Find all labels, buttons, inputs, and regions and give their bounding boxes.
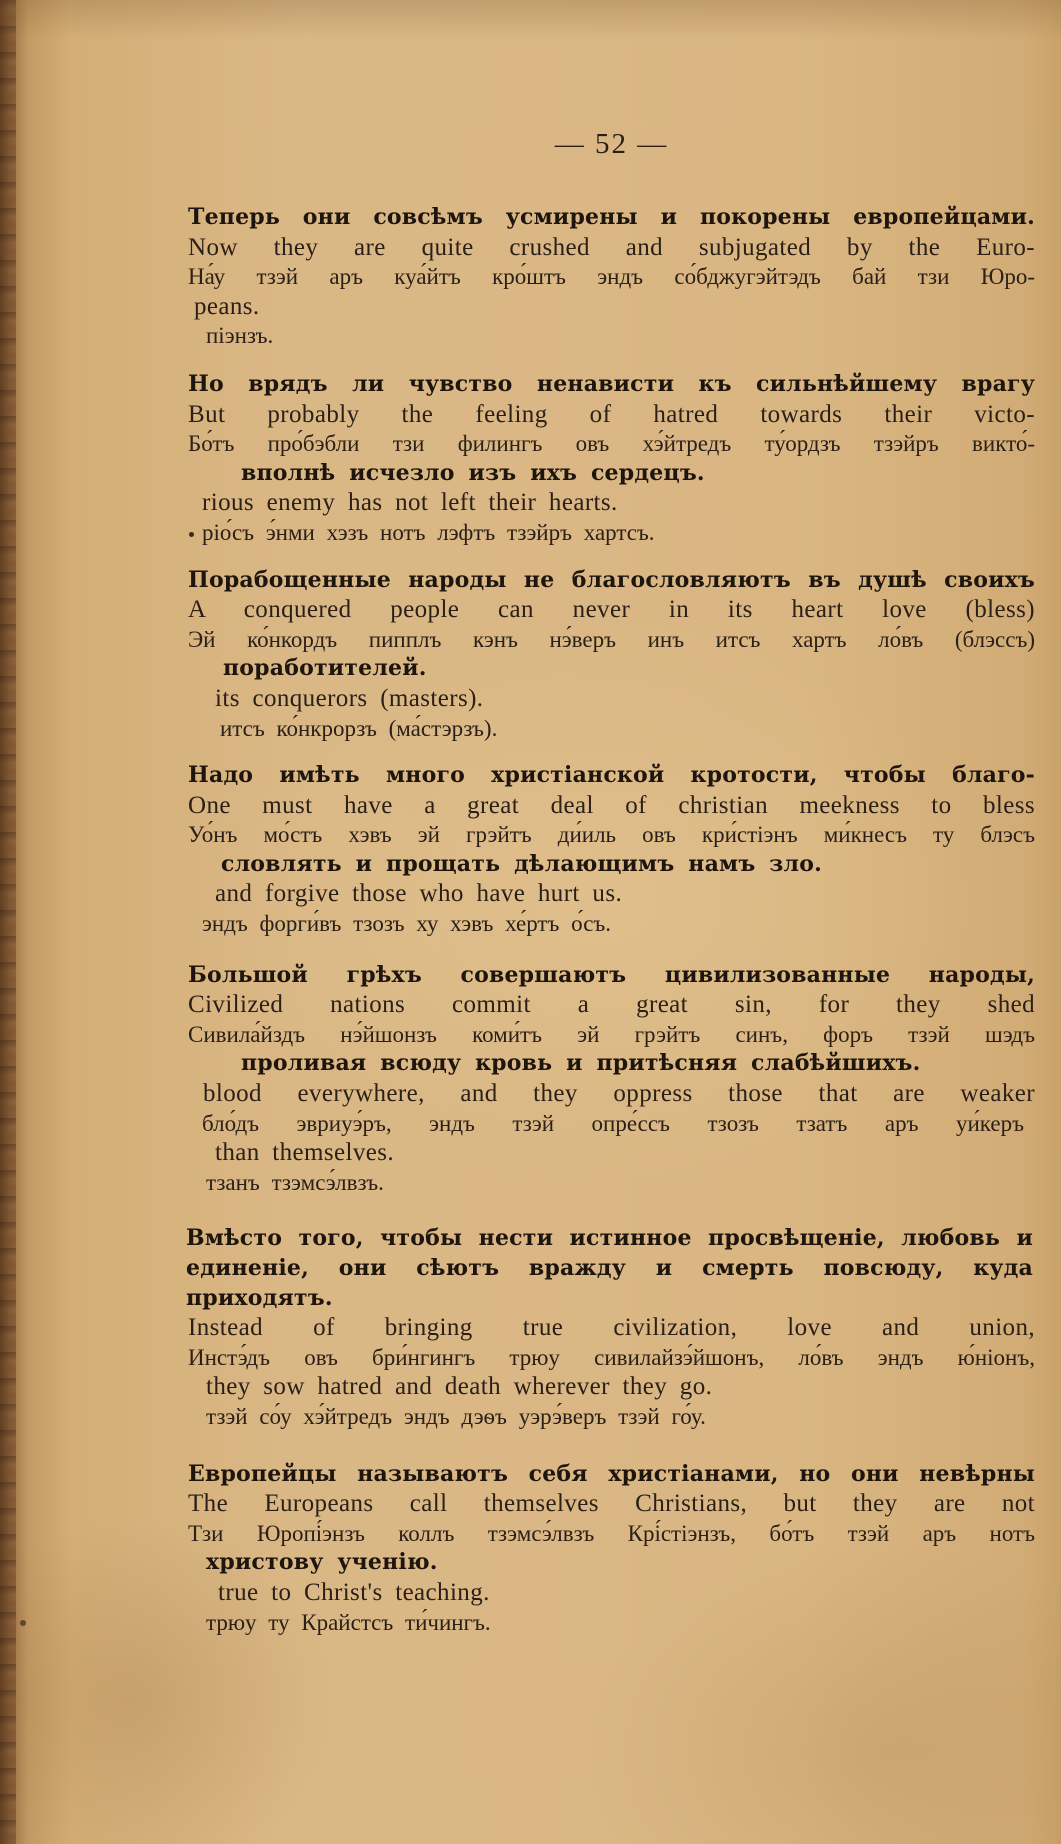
transliteration-line: бло́дъ эвриуэ́ръ, эндъ тзэй опре́ссъ тзозъ тзатъ аръ уи́керъ (202, 1110, 1024, 1136)
russian-line: Вмѣсто того, чтобы нести истинное просвѣщеніе, любовь и (186, 1225, 1033, 1252)
english-line: A conquered people can never in its heart love (bless) (188, 596, 1035, 624)
transliteration-line: трюу ту Крайстсъ ти́чингъ. (206, 1609, 491, 1635)
page-top-shade (0, 0, 1061, 40)
english-line: Instead of bringing true civilization, love and union, (188, 1314, 1035, 1342)
russian-line: проливая всюду кровь и притѣсняя слабѣйшихъ. (241, 1050, 921, 1077)
transliteration-line: тзэй со́у хэ́йтредъ эндъ дэѳъ уэрэ́веръ тзэй го́у. (206, 1403, 706, 1429)
transliteration-line: Инстэ́дъ овъ бри́нгингъ трюу сивилайзэ́йшонъ, ло́въ эндъ ю́ніонъ, (188, 1344, 1035, 1370)
english-line: they sow hatred and death wherever they go. (206, 1373, 713, 1401)
phrase-block (188, 1460, 1035, 1638)
transliteration-line: Сивила́йздъ нэ́йшонзъ коми́тъ эй грэйтъ синъ, форъ тзэй шэдъ (188, 1021, 1035, 1047)
ink-speck (20, 1620, 26, 1626)
english-line: One must have a great deal of christian meekness to bless (188, 791, 1035, 819)
transliteration-line: ріо́съ э́нми хэзъ нотъ лэфтъ тзэйръ хартсъ. (202, 519, 655, 545)
russian-line: словлять и прощать дѣлающимъ намъ зло. (221, 850, 822, 877)
russian-line: христову ученію. (206, 1549, 438, 1576)
russian-line: Большой грѣхъ совершаютъ цивилизованные народы, (188, 961, 1035, 988)
transliteration-line: Эй ко́нкордъ пипплъ кэнъ нэ́веръ инъ итсъ хартъ ло́въ (блэссъ) (188, 626, 1035, 652)
phrase-block (188, 761, 1035, 939)
transliteration-line: Тзи Юропі́энзъ коллъ тзэмсэ́лвзъ Крі́стіэнзъ, бо́тъ тзэй аръ нотъ (188, 1520, 1035, 1546)
phrase-block (188, 203, 1035, 351)
transliteration-line: Уо́нъ мо́стъ хэвъ эй грэйтъ ди́иль овъ кри́стіэнъ ми́кнесъ ту блэсъ (188, 822, 1035, 848)
phrasebook-page-content (188, 203, 1035, 1637)
english-line: than themselves. (215, 1139, 395, 1167)
english-line: Now they are quite crushed and subjugated by the Euro- (188, 233, 1035, 261)
english-line: and forgive those who have hurt us. (215, 880, 623, 908)
russian-line: Теперь они совсѣмъ усмирены и покорены европейцами. (188, 204, 1035, 230)
page-number: — 52 — (554, 128, 669, 160)
transliteration-line: тзанъ тзэмсэ́лвзъ. (206, 1169, 384, 1195)
russian-line: поработителей. (223, 655, 427, 682)
russian-line: Европейцы называютъ себя христіанами, но они невѣрны (188, 1460, 1035, 1487)
english-line: Civilized nations commit a great sin, for they shed (188, 991, 1035, 1019)
russian-line: Но врядъ ли чувство ненависти къ сильнѣйшему врагу (188, 370, 1035, 397)
transliteration-line: піэнзъ. (206, 323, 274, 349)
transliteration-line: итсъ ко́нкрорзъ (ма́стэрзъ). (220, 715, 498, 741)
russian-line: вполнѣ исчезло изъ ихъ сердецъ. (241, 459, 705, 486)
russian-line: единеніе, они сѣютъ вражду и смерть повсюду, куда (186, 1255, 1033, 1281)
english-line: true to Christ's teaching. (218, 1578, 490, 1606)
english-line: peans. (194, 292, 260, 320)
english-line: its conquerors (masters). (215, 684, 484, 712)
english-line: But probably the feeling of hatred towards their victo- (188, 400, 1035, 428)
russian-line: Надо имѣть много христіанской кротости, чтобы благо- (188, 762, 1035, 789)
phrase-block (188, 1224, 1035, 1431)
english-line: The Europeans call themselves Christians, but they are not (188, 1490, 1035, 1518)
russian-line: приходятъ. (186, 1284, 333, 1311)
phrase-block (188, 370, 1035, 548)
transliteration-line: На́у тзэй аръ куа́йтъ кро́штъ эндъ со́бджугэйтэдъ бай тзи Юро- (188, 264, 1035, 290)
transliteration-line: Бо́тъ про́бэбли тзи филингъ овъ хэ́йтредъ ту́ордзъ тзэйръ викто́- (188, 431, 1035, 457)
binding-edge (0, 0, 16, 1844)
phrase-block (188, 961, 1035, 1198)
transliteration-line: эндъ форги́въ тзозъ ху хэвъ хе́ртъ о́съ. (202, 911, 612, 937)
russian-line: Порабощенные народы не благословляютъ въ душѣ своихъ (188, 566, 1035, 593)
ink-speck (189, 532, 194, 537)
english-line: rious enemy has not left their hearts. (202, 489, 618, 517)
english-line: blood everywhere, and they oppress those that are weaker (203, 1080, 1035, 1108)
phrase-block (188, 566, 1035, 744)
